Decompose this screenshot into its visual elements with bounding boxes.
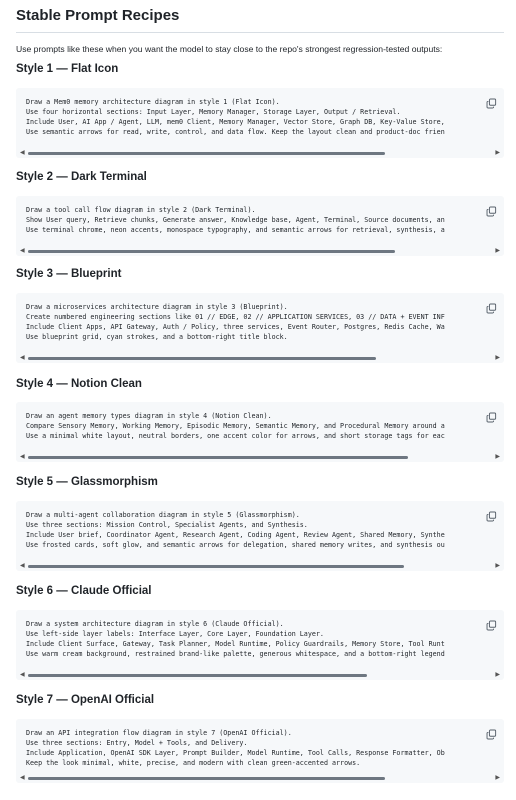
code-line: Show User query, Retrieve chunks, Generate answer, Knowledge base, Agent, Terminal, Source documents, an: [26, 216, 445, 224]
code-line: Use four horizontal sections: Input Layer, Memory Manager, Storage Layer, Output / Retrieval.: [26, 108, 401, 116]
chevron-left-icon[interactable]: ◀: [20, 672, 25, 678]
prompt-code-block[interactable]: [16, 88, 504, 158]
section-heading: Style 6 — Claude Official: [16, 585, 152, 597]
scrollbar-thumb[interactable]: [28, 456, 408, 460]
prompt-code-block[interactable]: [16, 293, 504, 363]
code-line: Draw a microservices architecture diagram in style 3 (Blueprint).: [26, 303, 288, 311]
chevron-right-icon[interactable]: ▶: [495, 672, 500, 678]
copy-icon: [486, 511, 497, 522]
section-heading: Style 1 — Flat Icon: [16, 63, 119, 75]
horizontal-scrollbar[interactable]: [20, 248, 500, 254]
chevron-right-icon[interactable]: ▶: [495, 248, 500, 254]
code-line: Use a minimal white layout, neutral borders, one accent color for arrows, and short storage tags for eac: [26, 432, 445, 440]
scrollbar-thumb[interactable]: [28, 565, 404, 569]
copy-button[interactable]: [486, 727, 497, 738]
copy-button[interactable]: [486, 618, 497, 629]
copy-icon: [486, 303, 497, 314]
copy-icon: [486, 729, 497, 740]
chevron-left-icon[interactable]: ◀: [20, 248, 25, 254]
section-heading: Style 3 — Blueprint: [16, 268, 122, 280]
copy-icon: [486, 620, 497, 631]
page-title: Stable Prompt Recipes: [16, 7, 180, 24]
scrollbar-thumb[interactable]: [28, 357, 376, 361]
code-line: Include Client Surface, Gateway, Task Planner, Model Runtime, Policy Guardrails, Memory Store, Tool Runt: [26, 640, 445, 648]
scrollbar-thumb[interactable]: [28, 674, 367, 678]
chevron-left-icon[interactable]: ◀: [20, 150, 25, 156]
code-line: Draw a multi-agent collaboration diagram in style 5 (Glassmorphism).: [26, 511, 300, 519]
code-line: Include User, AI App / Agent, LLM, mem0 Client, Memory Manager, Vector Store, Graph DB, Key-Value Store,: [26, 118, 445, 126]
copy-icon: [486, 98, 497, 109]
code-line: Use three sections: Entry, Model + Tools, and Delivery.: [26, 739, 248, 747]
section-heading: Style 4 — Notion Clean: [16, 378, 142, 390]
prompt-code-block[interactable]: [16, 719, 504, 783]
code-line: Use warm cream background, restrained brand-like palette, generous whitespace, and a bottom-right legend: [26, 650, 445, 658]
code-line: Compare Sensory Memory, Working Memory, Episodic Memory, Semantic Memory, and Procedural Memory around a: [26, 422, 445, 430]
chevron-left-icon[interactable]: ◀: [20, 775, 25, 781]
prompt-code-block[interactable]: [16, 610, 504, 680]
prompt-code-block[interactable]: [16, 501, 504, 571]
code-line: Include Application, OpenAI SDK Layer, Prompt Builder, Model Runtime, Tool Calls, Response Formatter, Ob: [26, 749, 445, 757]
horizontal-scrollbar[interactable]: [20, 150, 500, 156]
horizontal-scrollbar[interactable]: [20, 355, 500, 361]
horizontal-scrollbar[interactable]: [20, 563, 500, 569]
copy-button[interactable]: [486, 301, 497, 312]
code-line: Draw a system architecture diagram in style 6 (Claude Official).: [26, 620, 284, 628]
copy-button[interactable]: [486, 96, 497, 107]
copy-icon: [486, 206, 497, 217]
code-line: Use frosted cards, soft glow, and semantic arrows for delegation, shared memory writes, and synthesis ou: [26, 541, 445, 549]
horizontal-scrollbar[interactable]: [20, 454, 500, 460]
copy-icon: [486, 412, 497, 423]
chevron-left-icon[interactable]: ◀: [20, 563, 25, 569]
chevron-right-icon[interactable]: ▶: [495, 775, 500, 781]
code-line: Use blueprint grid, cyan strokes, and a bottom-right title block.: [26, 333, 288, 341]
copy-button[interactable]: [486, 410, 497, 421]
prompt-code-block[interactable]: [16, 196, 504, 256]
scrollbar-thumb[interactable]: [28, 250, 395, 254]
horizontal-scrollbar[interactable]: [20, 775, 500, 781]
copy-button[interactable]: [486, 204, 497, 215]
code-line: Create numbered engineering sections like 01 // EDGE, 02 // APPLICATION SERVICES, 03 // DATA + EVENT INF: [26, 313, 445, 321]
code-line: Keep the look minimal, white, precise, and modern with clean green-accented arrows.: [26, 759, 361, 767]
intro-text: Use prompts like these when you want the model to stay close to the repo's strongest regression-tested outputs:: [16, 44, 443, 54]
chevron-right-icon[interactable]: ▶: [495, 355, 500, 361]
chevron-left-icon[interactable]: ◀: [20, 355, 25, 361]
copy-button[interactable]: [486, 509, 497, 520]
section-heading: Style 7 — OpenAI Official: [16, 694, 155, 706]
chevron-right-icon[interactable]: ▶: [495, 150, 500, 156]
section-heading: Style 2 — Dark Terminal: [16, 171, 147, 183]
code-line: Draw an agent memory types diagram in style 4 (Notion Clean).: [26, 412, 272, 420]
chevron-left-icon[interactable]: ◀: [20, 454, 25, 460]
code-line: Use three sections: Mission Control, Specialist Agents, and Synthesis.: [26, 521, 308, 529]
code-line: Use terminal chrome, neon accents, monospace typography, and semantic arrows for retrieval, synthesis, a: [26, 226, 445, 234]
scrollbar-thumb[interactable]: [28, 152, 385, 156]
title-divider: [16, 32, 504, 33]
code-line: Draw a Mem0 memory architecture diagram in style 1 (Flat Icon).: [26, 98, 280, 106]
code-line: Use semantic arrows for read, write, control, and data flow. Keep the layout clean and product-doc frien: [26, 128, 445, 136]
code-line: Draw an API integration flow diagram in style 7 (OpenAI Official).: [26, 729, 292, 737]
chevron-right-icon[interactable]: ▶: [495, 454, 500, 460]
prompt-code-block[interactable]: [16, 402, 504, 462]
chevron-right-icon[interactable]: ▶: [495, 563, 500, 569]
section-heading: Style 5 — Glassmorphism: [16, 476, 158, 488]
code-line: Use left-side layer labels: Interface Layer, Core Layer, Foundation Layer.: [26, 630, 324, 638]
horizontal-scrollbar[interactable]: [20, 672, 500, 678]
code-line: Include Client Apps, API Gateway, Auth / Policy, three services, Event Router, Postgres, Redis Cache, Wa: [26, 323, 445, 331]
code-line: Draw a tool call flow diagram in style 2 (Dark Terminal).: [26, 206, 256, 214]
scrollbar-thumb[interactable]: [28, 777, 385, 781]
code-line: Include User brief, Coordinator Agent, Research Agent, Coding Agent, Review Agent, Shared Memory, Synthe: [26, 531, 445, 539]
